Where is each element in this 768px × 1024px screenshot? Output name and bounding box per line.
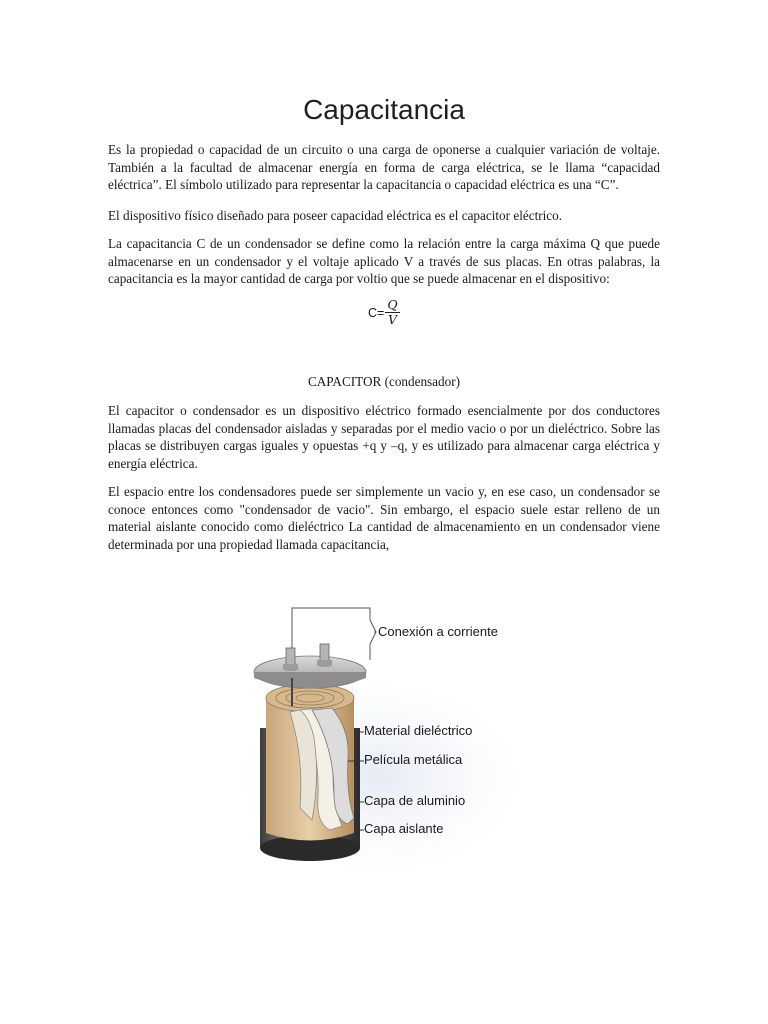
formula-numerator: Q <box>387 297 398 312</box>
formula-lhs: C= <box>368 305 385 320</box>
label-metal-film: Película metálica <box>364 752 463 767</box>
paragraph-device: El dispositivo físico diseñado para poseer capacidad eléctrica es el capacitor eléctrico. <box>108 208 563 223</box>
capacitance-formula <box>368 298 400 327</box>
formula-fraction <box>385 298 399 327</box>
section-heading: CAPACITOR (condensador) <box>307 374 460 389</box>
label-insulating-layer: Capa aislante <box>364 821 444 836</box>
paragraph-vacuum: El espacio entre los condensadores puede ser simplemente un vacio y, en ese caso, un condensador se conoce entonces como "condensador de vacio". Sin embargo, el espacio suele estar relleno de un material aislante conocido como dieléctrico La cantidad de almacenamiento en un condensador viene determinada por una propiedad llamada capacitancia, <box>108 484 660 552</box>
formula-denominator: V <box>387 312 397 327</box>
page-title: Capacitancia <box>303 94 465 125</box>
paragraph-definition: Es la propiedad o capacidad de un circuito o una carga de oponerse a cualquier variación de voltaje. También a la facultad de almacenar energía en forma de carga eléctrica, se le llama “capacidad eléctrica”. El símbolo utilizado para representar la capacitancia o capacidad eléctrica es una “C”. <box>108 142 660 192</box>
paragraph-capacitor: El capacitor o condensador es un dispositivo eléctrico formado esencialmente por dos conductores llamadas placas del condensador aisladas y separadas por el medio vacio o por un dieléctrico. Sobre las placas se distribuyen cargas iguales y opuestas +q y –q, y es utilizado para almacenar carga eléctrica y energía eléctrica. <box>108 403 660 471</box>
connection-bracket <box>292 608 376 660</box>
paragraph-capacitance-relation: La capacitancia C de un condensador se define como la relación entre la carga máxima Q que puede almacenarse en un condensador y el voltaje aplicado V a través de sus placas. En otras palabras, la capacitancia es la mayor cantidad de carga por voltio que se puede almacenar en el dispositivo: <box>108 236 660 286</box>
label-dielectric: Material dieléctrico <box>364 723 473 738</box>
label-aluminum-layer: Capa de aluminio <box>364 793 466 808</box>
label-connection: Conexión a corriente <box>378 624 498 639</box>
